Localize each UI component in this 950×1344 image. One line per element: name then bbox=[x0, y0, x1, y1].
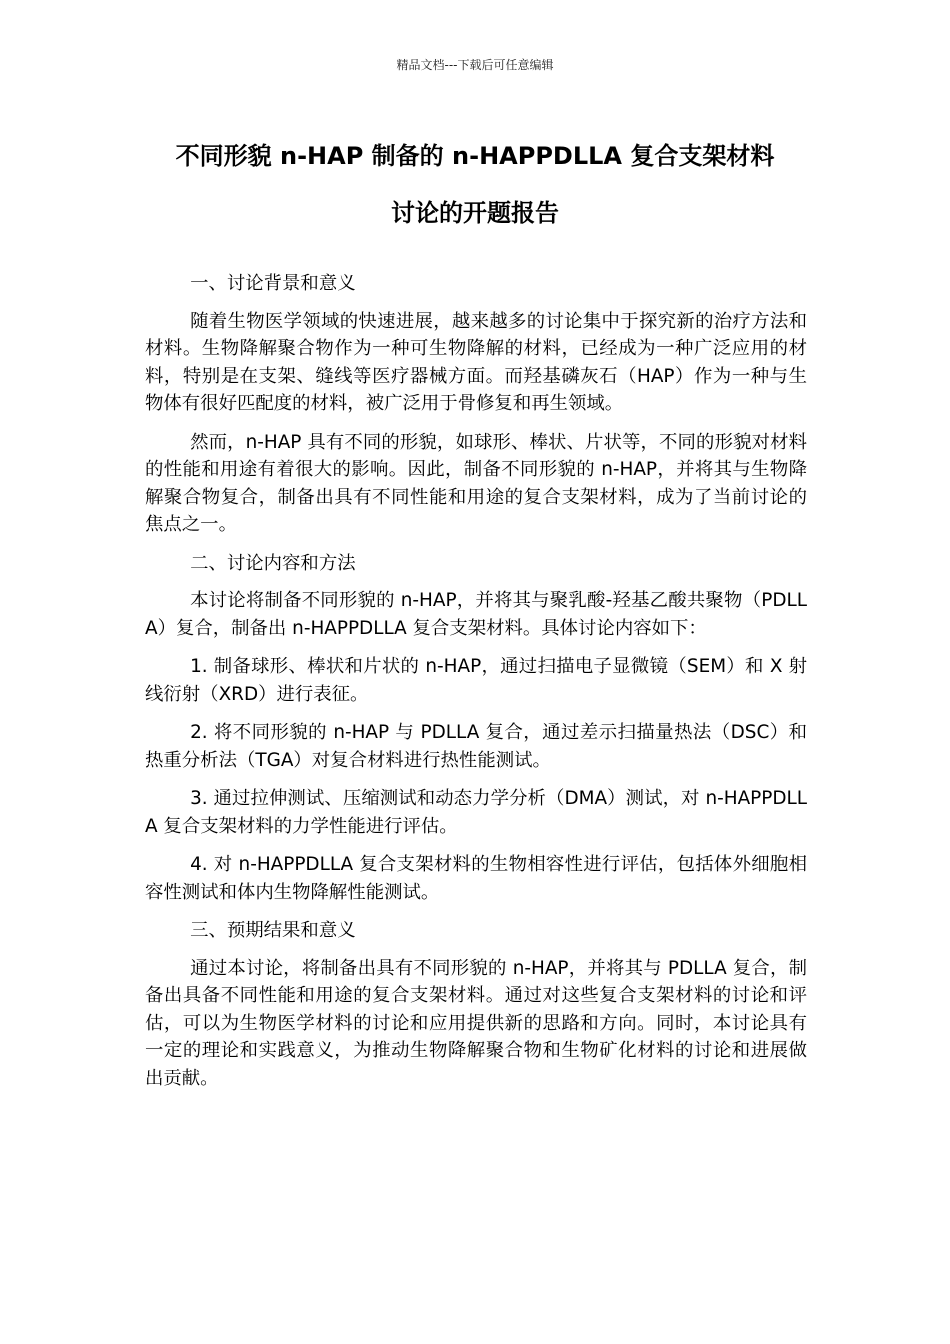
section-3-heading: 三、预期结果和意义 bbox=[190, 920, 356, 941]
section-2-item-1: 1. 制备球形、棒状和片状的 n-HAP，通过扫描电子显微镜（SEM）和 X 射线衍射（XRD）进行表征。 bbox=[145, 656, 807, 705]
document-body bbox=[145, 270, 807, 1103]
section-2-intro: 本讨论将制备不同形貌的 n-HAP，并将其与聚乳酸-羟基乙酸共聚物（PDLLA）复合，制备出 n-HAPPDLLA 复合支架材料。具体讨论内容如下： bbox=[145, 590, 807, 639]
section-2-item-4: 4. 对 n-HAPPDLLA 复合支架材料的生物相容性进行评估，包括体外细胞相容性测试和体内生物降解性能测试。 bbox=[145, 854, 807, 903]
section-2-heading: 二、讨论内容和方法 bbox=[190, 552, 356, 574]
document-title-line-1: 不同形貌 n-HAP 制备的 n-HAPPDLLA 复合支架材料 bbox=[175, 142, 775, 170]
page-header: 精品文档---下载后可任意编辑 bbox=[396, 58, 554, 72]
section-1-paragraph-2: 然而，n-HAP 具有不同的形貌，如球形、棒状、片状等，不同的形貌对材料的性能和用途有着很大的影响。因此，制备不同形貌的 n-HAP，并将其与生物降解聚合物复合，制备出具有不同性能和用途的复合支架材料，成为了当前讨论的焦点之一。 bbox=[145, 431, 807, 535]
section-3-paragraph-1: 通过本讨论，将制备出具有不同形貌的 n-HAP，并将其与 PDLLA 复合，制备出具备不同性能和用途的复合支架材料。通过对这些复合支架材料的讨论和评估，可以为生物医学材料的讨论和应用提供新的思路和方向。同时，本讨论具有一定的理论和实践意义，为推动生物降解聚合物和生物矿化材料的讨论和进展做出贡献。 bbox=[145, 957, 807, 1089]
section-1-heading: 一、讨论背景和意义 bbox=[190, 273, 356, 294]
section-1-paragraph-1: 随着生物医学领域的快速进展，越来越多的讨论集中于探究新的治疗方法和材料。生物降解聚合物作为一种可生物降解的材料，已经成为一种广泛应用的材料，特别是在支架、缝线等医疗器械方面。而羟基磷灰石（HAP）作为一种与生物体有很好匹配度的材料，被广泛用于骨修复和再生领域。 bbox=[145, 310, 807, 414]
document-title-line-2: 讨论的开题报告 bbox=[391, 199, 559, 227]
section-2-item-3: 3. 通过拉伸测试、压缩测试和动态力学分析（DMA）测试，对 n-HAPPDLLA 复合支架材料的力学性能进行评估。 bbox=[145, 788, 807, 837]
section-2-item-2: 2. 将不同形貌的 n-HAP 与 PDLLA 复合，通过差示扫描量热法（DSC）和热重分析法（TGA）对复合材料进行热性能测试。 bbox=[145, 722, 807, 771]
